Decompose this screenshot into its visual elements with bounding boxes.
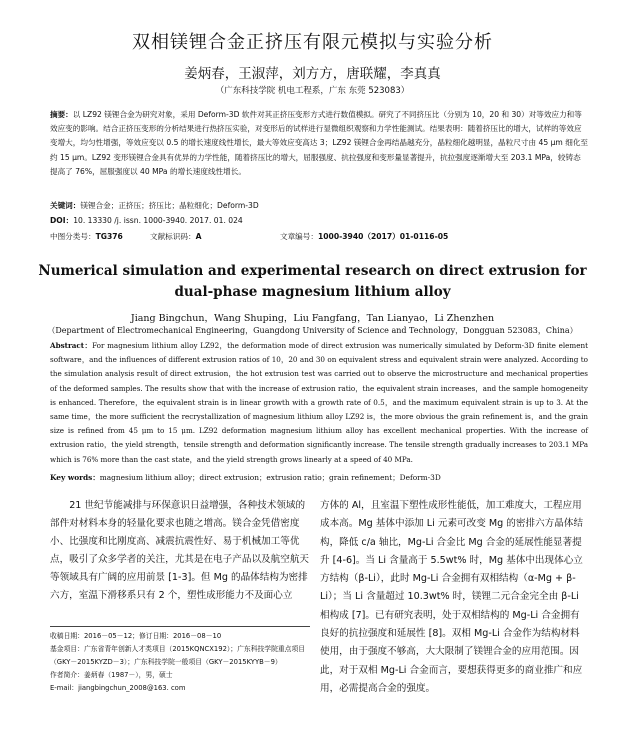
keywords-en [50, 472, 588, 483]
footnote-email: E-mail：jiangbingchun_2008@163. com [50, 684, 186, 692]
doc-code-value: A [195, 232, 202, 241]
body-paragraph-right: 方体的 Al，且室温下塑性成形性能低，加工难度大，工程应用成本高。Mg 基体中添加 Li 元素可改变 Mg 的密排六方晶体结构，降低 c/a 轴比，Mg-Li 合金比 Mg 合金的延展性能显著提升 [4-6]。当 Li 含量高于 5.5wt% 时，Mg 基体中出现体心立方结构（β-Li），此时 Mg-Li 合金拥有双相结构（α-Mg + β-Li）；当 Li 含量超过 10.3wt% 时，镁锂二元合金完全由 β-Li 相构成 [7]。已有研究表明，处于双相结构的 Mg-Li 合金拥有良好的抗拉强度和延展性 [8]。双相 Mg-Li 合金作为结构材料使用，由于强度不够高，大大限制了镁锂合金的应用范围。因此，对于双相 Mg-Li 合金而言，要想获得更多的商业推广和应用，必需提高合金的强度。 [320, 500, 584, 694]
doi-label: DOI： [50, 216, 74, 225]
doi-line [50, 215, 588, 226]
footnote-divider [50, 626, 310, 627]
keywords-en-label: Key words： [50, 473, 100, 482]
footnote-author: 作者简介：姜炳春（1987－），男，硕士 [50, 671, 173, 679]
body-column-left [50, 497, 310, 605]
doc-code-label: 文献标识码： [150, 232, 196, 241]
abstract-cn [50, 108, 588, 179]
affiliation-cn: （广东科技学院 机电工程系，广东 东莞 523083） [215, 86, 410, 96]
abstract-en-text: For magnesium lithium alloy LZ92，the deformation mode of direct extrusion was numerically simulated by Deform-3D finite element software，and the influences of different extrusion ratios of 10，20 and 30 on equivalent stress and equivalent strain were analyzed. According to the simulation analysis result of direct extrusion，the hot extrusion test was carried out to observe the microstructure and mechanical properties of the deformed samples. The results show that with the increase of extrusion ratio，the equivalent strain increases，and the sample homogeneity is enhanced. Therefore，the equivalent strain is in linear growth with a growth rate of 0.5，and the maximum equivalent strain is up to 3. At the same time，the more sufficient the recrystallization of magnesium lithium alloy LZ92 is，the more obvious the grain refinement is，and the grain size is refined from 45 μm to 15 μm. LZ92 deformation magnesium lithium alloy has excellent mechanical properties. With the increase of extrusion ratio，the yield strength，tensile strength and deformation significantly increase. The tensile strength gradually increases to 203.1 MPa which is 76% more than the cast state，and the yield strength grows linearly at a speed of 40 MPa. [50, 341, 589, 464]
keywords-cn-label: 关键词： [50, 201, 81, 210]
article-number-label: 文章编号： [280, 232, 318, 241]
paper-title-en [0, 261, 625, 303]
body-paragraph-left: 21 世纪节能减排与环保意识日益增强，各种技术领域的部件对材料本身的轻量化要求也随之增高。镁合金凭借密度小、比强度和比刚度高、减震抗震性好、易于机械加工等优点，吸引了众多学者的关注，尤其是在电子产品以及航空航天等领域具有广阔的应用前景 [1-3]。但 Mg 的晶体结构为密排六方，室温下滑移系只有 2 个，塑性成形能力不及面心立 [50, 500, 310, 601]
clc-label: 中图分类号： [50, 232, 96, 241]
abstract-en [50, 339, 588, 467]
keywords-en-text: magnesium lithium alloy；direct extrusion；extrusion ratio；grain refinement；Deform-3D [99, 473, 441, 482]
abstract-en-label: Abstract： [50, 341, 93, 350]
paper-title-cn: 双相镁锂合金正挤压有限元模拟与实验分析 [132, 32, 493, 53]
keywords-cn-text: 镁锂合金；正挤压；挤压比；晶粒细化；Deform-3D [80, 201, 259, 210]
keywords-cn [50, 200, 588, 211]
clc-value: TG376 [95, 232, 123, 241]
classification-line [50, 231, 588, 242]
doi-value: 10. 13330 /j. issn. 1000-3940. 2017. 01. 024 [73, 216, 243, 225]
footnote-fund: 基金项目：广东省青年创新人才类项目（2015KQNCX192）；广东科技学院重点项目（GKY－2015KYZD－3）；广东科技学院一般项目（GKY－2015KYYB－9） [50, 645, 306, 666]
affiliation-en: （Department of Electromechanical Engineering，Guangdong University of Science and Technology，Dongguan 523083，China） [47, 326, 578, 335]
abstract-cn-text: 以 LZ92 镁锂合金为研究对象，采用 Deform-3D 软件对其正挤压变形方式进行数值模拟。研究了不同挤压比（分别为 10，20 和 30）对等效应力和等效应变的影响。结合正挤压变形的分析结果进行热挤压实验，对变形后的试样进行显微组织观察和力学性能测试。结果表明：随着挤压比的增大，试样的等效应变增大，均匀性增强，等效应变以 0.5 的增长速度线性增长，最大等效应变高达 3；LZ92 镁锂合金再结晶越充分，晶粒细化越明显，晶粒尺寸由 45 μm 细化至约 15 μm。LZ92 变形镁锂合金具有优异的力学性能，随着挤压比的增大，屈服强度、抗拉强度和变形量显著提升，抗拉强度逐渐增大至 203.1 MPa，较铸态提高了 76%，屈服强度以 40 MPa 的增长速度线性增长。 [50, 110, 589, 176]
footnote-received: 收稿日期：2016－05－12；修订日期：2016－08－10 [50, 632, 222, 640]
footnotes [50, 630, 312, 695]
paper-title-en-line1: Numerical simulation and experimental research on direct extrusion for [38, 263, 587, 279]
authors-en: Jiang Bingchun，Wang Shuping，Liu Fangfang，Tan Lianyao，Li Zhenzhen [130, 313, 495, 324]
abstract-cn-label: 摘要： [50, 110, 73, 119]
authors-cn: 姜炳春，王淑萍，刘方方，唐联耀，李真真 [184, 66, 441, 82]
article-number-value: 1000-3940（2017）01-0116-05 [317, 232, 449, 241]
body-column-right [320, 497, 588, 698]
paper-title-en-line2: dual-phase magnesium lithium alloy [174, 284, 451, 300]
